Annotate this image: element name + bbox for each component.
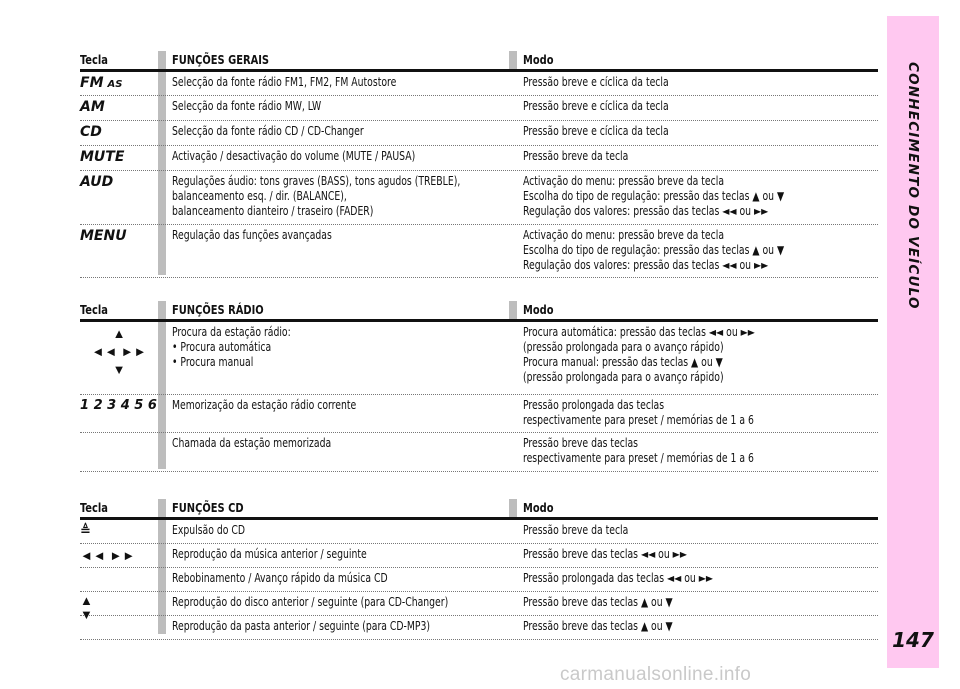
row-mode: Pressão breve e cíclica da tecla <box>523 124 669 138</box>
section-general <box>80 51 878 278</box>
row-desc: Expulsão do CD <box>172 523 246 537</box>
table-row <box>80 433 878 472</box>
row-desc: Rebobinamento / Avanço rápido da música CD <box>172 571 388 585</box>
row-mode: Pressão breve da tecla <box>523 149 629 163</box>
row-desc: Selecção da fonte rádio FM1, FM2, FM Autostore <box>172 75 397 89</box>
header-key: Tecla <box>80 52 108 67</box>
seek-arrows-icon: ▲ ◄◄ ►► ▼ <box>91 326 147 377</box>
row-mode: Procura automática: pressão das teclas ◄◄ ou ►► (pressão prolongada para o avanço rápido) Procura manual: pressão das teclas ▲ ou ▼ (pressão prolongada para o avanço rápido) <box>523 325 755 384</box>
key-label: AM <box>80 99 105 115</box>
watermark: carmanualsonline.info <box>560 664 752 685</box>
table-row <box>80 520 878 544</box>
table-row <box>80 146 878 171</box>
row-mode: Pressão breve e cíclica da tecla <box>523 75 669 89</box>
table-row <box>80 322 878 395</box>
table-header <box>80 51 878 72</box>
header-key: Tecla <box>80 302 108 317</box>
section-radio <box>80 301 878 472</box>
table-row <box>80 544 878 568</box>
row-desc: Chamada da estação memorizada <box>172 436 332 450</box>
row-mode: Pressão breve e cíclica da tecla <box>523 99 669 113</box>
table-row <box>80 568 878 592</box>
header-key: Tecla <box>80 500 108 515</box>
row-mode: Pressão breve da tecla <box>523 523 629 537</box>
table-row <box>80 72 878 96</box>
disc-arrows-icon: ▲ ▼ <box>80 593 93 622</box>
row-mode: Activação do menu: pressão breve da tecla Escolha do tipo de regulação: pressão das teclas ▲ ou ▼ Regulação dos valores: pressão das teclas ◄◄ ou ►► <box>523 228 785 272</box>
row-mode: Pressão prolongada das teclas respectivamente para preset / memórias de 1 a 6 <box>523 398 754 427</box>
row-desc: Regulações áudio: tons graves (BASS), tons agudos (TREBLE), balanceamento esq. / dir. (BALANCE), balanceamento dianteiro / traseiro (FADER) <box>172 174 461 218</box>
key-label: AUD <box>80 174 114 190</box>
key-fm-sub: AS <box>107 79 123 90</box>
row-mode: Pressão breve das teclas ◄◄ ou ►► <box>523 547 687 561</box>
table-row <box>80 616 878 640</box>
header-desc: FUNÇÕES RÁDIO <box>172 302 264 317</box>
key-label <box>80 75 122 91</box>
row-mode: Activação do menu: pressão breve da tecla Escolha do tipo de regulação: pressão das teclas ▲ ou ▼ Regulação dos valores: pressão das teclas ◄◄ ou ►► <box>523 174 785 218</box>
table-row <box>80 395 878 433</box>
eject-icon: ≜ <box>80 523 91 538</box>
key-label: CD <box>80 124 102 140</box>
table-row <box>80 171 878 225</box>
row-mode: Pressão prolongada das teclas ◄◄ ou ►► <box>523 571 714 585</box>
row-desc: Memorização da estação rádio corrente <box>172 398 357 412</box>
sidebar <box>887 16 939 668</box>
table-row <box>80 225 878 278</box>
row-desc: Activação / desactivação do volume (MUTE / PAUSA) <box>172 149 416 163</box>
table-header <box>80 499 878 520</box>
row-desc: Regulação das funções avançadas <box>172 228 332 242</box>
header-mode: Modo <box>523 302 554 317</box>
key-fm: FM <box>80 75 104 91</box>
row-desc: Reprodução da música anterior / seguinte <box>172 547 367 561</box>
track-arrows-icon: ◄◄ ►► <box>80 548 136 563</box>
row-desc: Reprodução da pasta anterior / seguinte (para CD-MP3) <box>172 619 431 633</box>
row-desc: Procura da estação rádio: • Procura automática • Procura manual <box>172 325 291 369</box>
header-mode: Modo <box>523 500 554 515</box>
table-header <box>80 301 878 322</box>
row-mode: Pressão breve das teclas respectivamente para preset / memórias de 1 a 6 <box>523 436 754 465</box>
row-desc: Selecção da fonte rádio CD / CD-Changer <box>172 124 364 138</box>
row-mode: Pressão breve das teclas ▲ ou ▼ <box>523 619 673 633</box>
row-desc: Reprodução do disco anterior / seguinte (para CD-Changer) <box>172 595 449 609</box>
row-desc: Selecção da fonte rádio MW, LW <box>172 99 322 113</box>
header-desc: FUNÇÕES GERAIS <box>172 52 270 67</box>
chapter-title: CONHECIMENTO DO VEÍCULO <box>905 62 921 310</box>
key-label: MENU <box>80 228 127 244</box>
header-desc: FUNÇÕES CD <box>172 500 244 515</box>
key-label: 1 2 3 4 5 6 <box>80 398 157 413</box>
table-row <box>80 121 878 146</box>
table-row <box>80 96 878 121</box>
page-number: 147 <box>892 628 934 652</box>
row-mode: Pressão breve das teclas ▲ ou ▼ <box>523 595 673 609</box>
section-cd <box>80 499 878 640</box>
table-row <box>80 592 878 622</box>
header-mode: Modo <box>523 52 554 67</box>
key-label: MUTE <box>80 149 125 165</box>
